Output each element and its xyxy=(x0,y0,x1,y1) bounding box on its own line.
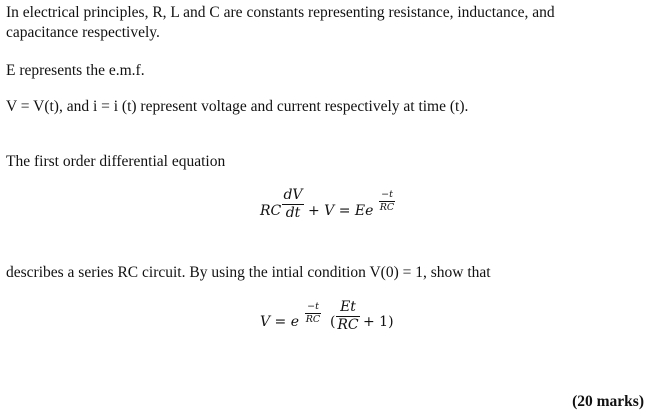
emf-text: E represents the e.m.f. xyxy=(6,62,145,79)
de-intro-text: The first order differential equation xyxy=(6,153,226,170)
eq2-open-paren: ( xyxy=(330,314,336,330)
eq2-lhs: V = e xyxy=(260,314,300,330)
eq1-denominator: dt xyxy=(285,205,301,221)
eq1-exponent-numerator: −t xyxy=(381,189,393,200)
eq2-denominator: RC xyxy=(337,317,359,333)
eq1-coefficient: RC xyxy=(260,203,282,219)
eq2-exponent-denominator: RC xyxy=(305,314,321,325)
definitions-text-line1: In electrical principles, R, L and C are constants representing resistance, inductance, and xyxy=(6,4,555,21)
marks-label: (20 marks) xyxy=(572,393,644,410)
eq2-numerator: Et xyxy=(340,299,356,315)
eq2-tail: + 1) xyxy=(363,314,394,330)
eq2-exponent-numerator: −t xyxy=(307,301,319,312)
eq2-fraction xyxy=(336,300,360,333)
eq2-exponent-fraction xyxy=(305,302,321,325)
definitions-text-line2: capacitance respectively. xyxy=(6,24,160,41)
voltage-current-text: V = V(t), and i = i (t) represent voltage and current respectively at time (t). xyxy=(6,98,469,115)
eq1-exponent-denominator: RC xyxy=(379,202,395,213)
eq1-rhs: + V = Ee xyxy=(308,203,374,219)
condition-text: describes a series RC circuit. By using the intial condition V(0) = 1, show that xyxy=(6,264,491,281)
eq1-numerator: dV xyxy=(283,187,303,203)
